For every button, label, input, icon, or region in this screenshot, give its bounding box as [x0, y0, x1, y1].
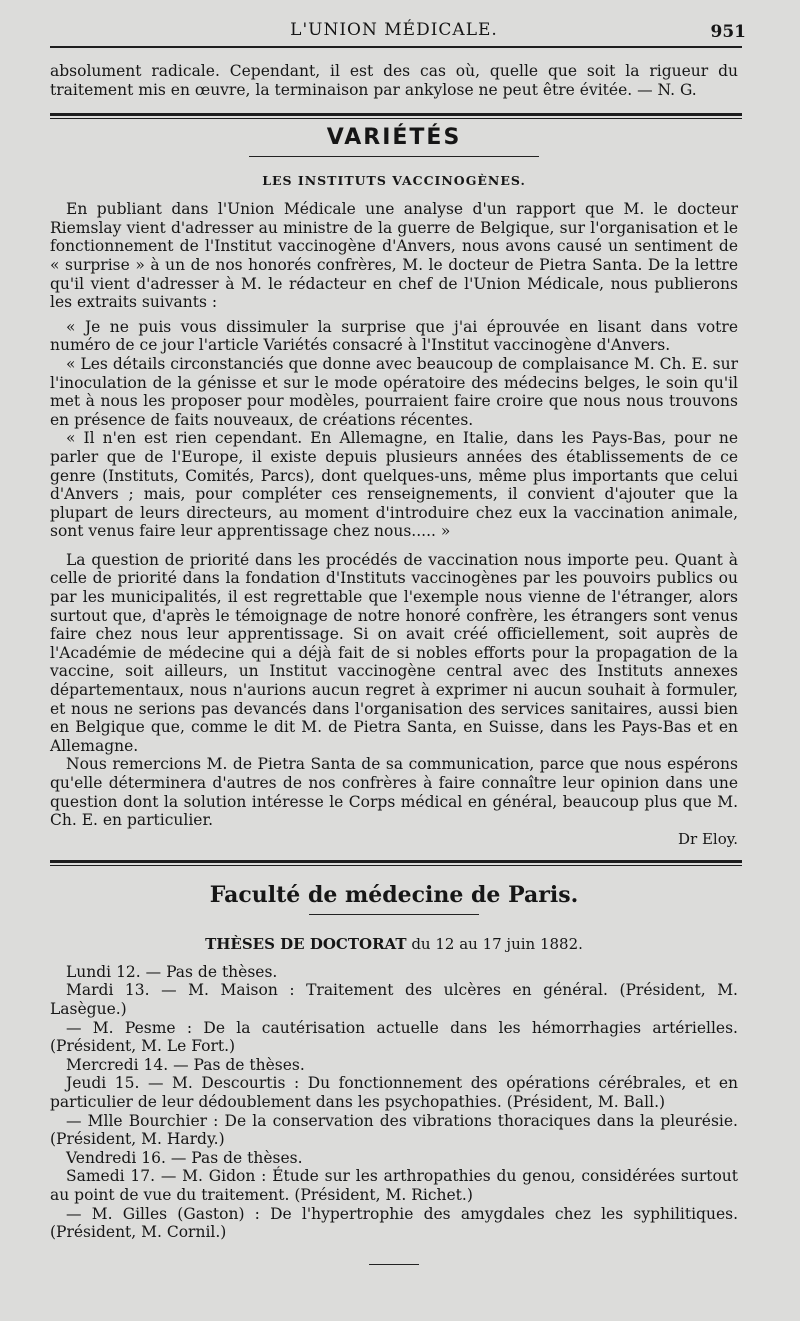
- thesis-entry: Mercredi 14. — Pas de thèses.: [66, 1055, 305, 1074]
- thesis-entry: Vendredi 16. — Pas de thèses.: [66, 1148, 303, 1167]
- journal-title: L'UNION MÉDICALE.: [290, 20, 498, 40]
- theses-list: [50, 963, 738, 1242]
- running-header: [50, 0, 746, 46]
- thesis-entry: Jeudi 15. — M. Descourtis : Du fonctionnement des opérations cérébrales, et en particulier de leur dédoublement dans les psychopathies. (Président, M. Ball.): [50, 1074, 738, 1111]
- paragraph-thanks: Nous remercions M. de Pietra Santa de sa communication, parce que nous espérons qu'elle déterminera d'autres de nos confrères à faire connaître leur opinion dans une question dont la solution intéresse le Corps médical en général, beaucoup plus que M. Ch. E. en particulier.: [50, 755, 738, 830]
- page-number: 951: [710, 22, 746, 42]
- thesis-entry: — M. Gilles (Gaston) : De l'hypertrophie des amygdales chez les syphilitiques. (Président, M. Cornil.): [50, 1204, 738, 1242]
- section-divider-2: [50, 860, 742, 866]
- quoted-letter: [50, 318, 738, 541]
- thesis-entry: — Mlle Bourchier : De la conservation des vibrations thoraciques dans la pleurésie. (Président, M. Hardy.): [50, 1111, 738, 1149]
- end-rule: [369, 1264, 419, 1265]
- thesis-entry: — M. Pesme : De la cautérisation actuelle dans les hémorrhagies artérielles. (Président, M. Le Fort.): [50, 1018, 738, 1056]
- paragraph-intro-letter: En publiant dans l'Union Médicale une analyse d'un rapport que M. le docteur Riemslay vient d'adresser au ministre de la guerre de Belgique, sur l'organisation et le fonctionnement de l'Institut vaccinogène d'Anvers, nous avons causé un sentiment de « surprise » à un de nos honorés confrères, M. le docteur de Pietra Santa. De la lettre qu'il vient d'adresser à M. le rédacteur en chef de l'Union Médicale, nous publierons les extraits suivants :: [50, 200, 738, 312]
- title-underline: [249, 156, 539, 157]
- faculte-underline: [309, 914, 479, 915]
- thesis-entry: Mardi 13. — M. Maison : Traitement des ulcères en général. (Président, M. Lasègue.): [50, 981, 738, 1018]
- signature: Dr Eloy.: [678, 829, 738, 848]
- thesis-entry: Lundi 12. — Pas de thèses.: [66, 962, 278, 981]
- theses-dates: du 12 au 17 juin 1882.: [411, 934, 583, 953]
- section-title-varietes: VARIÉTÉS: [326, 125, 462, 151]
- header-rule: [50, 46, 742, 48]
- section-divider: [50, 113, 742, 119]
- quote-paragraph-2: « Les détails circonstanciés que donne avec beaucoup de complaisance M. Ch. E. sur l'inoculation de la génisse et sur le mode opératoire des médecins belges, le soin qu'il met à nous les proposer pour modèles, pourraient faire croire que nous nous trouvons en présence de faits nouveaux, de créations récentes.: [50, 354, 738, 429]
- section-title-faculte: Faculté de médecine de Paris.: [209, 881, 579, 908]
- intro-paragraph: absolument radicale. Cependant, il est des cas où, quelle que soit la rigueur du traitement mis en œuvre, la terminaison par ankylose ne peut être évitée. — N. G.: [50, 62, 738, 99]
- theses-heading: [50, 935, 738, 953]
- quote-paragraph-1: « Je ne puis vous dissimuler la surprise que j'ai éprouvée en lisant dans votre numéro de ce jour l'article Variétés consacré à l'Institut vaccinogène d'Anvers.: [50, 317, 738, 355]
- thesis-entry: Samedi 17. — M. Gidon : Étude sur les arthropathies du genou, considérées surtout au point de vue du traitement. (Président, M. Richet.): [50, 1167, 738, 1204]
- theses-label: THÈSES DE DOCTORAT: [205, 934, 407, 953]
- paragraph-priority: La question de priorité dans les procédés de vaccination nous importe peu. Quant à celle de priorité dans la fondation d'Instituts vaccinogènes par les pouvoirs publics ou par les municipalités, il est regrettable que l'exemple nous vienne de l'étranger, alors surtout que, d'après le témoignage de notre honoré confrère, les étrangers sont venus faire chez nous leur apprentissage. Si on avait créé officiellement, soit auprès de l'Académie de médecine qui a déjà fait de si nobles efforts pour la propagation de la vaccine, soit ailleurs, un Institut vaccinogène central avec des Instituts annexes départementaux, nous n'aurions aucun regret à exprimer ni aucun souhait à formuler, et nous ne serions pas devancés dans l'organisation des services sanitaires, aussi bien en Belgique que, comme le dit M. de Pietra Santa, en Suisse, dans les Pays-Bas et en Allemagne.: [50, 550, 738, 755]
- quote-paragraph-3: « Il n'en est rien cependant. En Allemagne, en Italie, dans les Pays-Bas, pour ne parler que de l'Europe, il existe depuis plusieurs années des établissements de ce genre (Instituts, Comités, Parcs), dont quelques-uns, même plus importants que celui d'Anvers ; mais, pour compléter ces renseignements, il convient d'ajouter que la plupart de leurs directeurs, au moment d'introduire chez eux la vaccination animale, sont venus faire leur apprentissage chez nous..... »: [50, 429, 738, 541]
- article-subtitle: LES INSTITUTS VACCINOGÈNES.: [262, 173, 526, 189]
